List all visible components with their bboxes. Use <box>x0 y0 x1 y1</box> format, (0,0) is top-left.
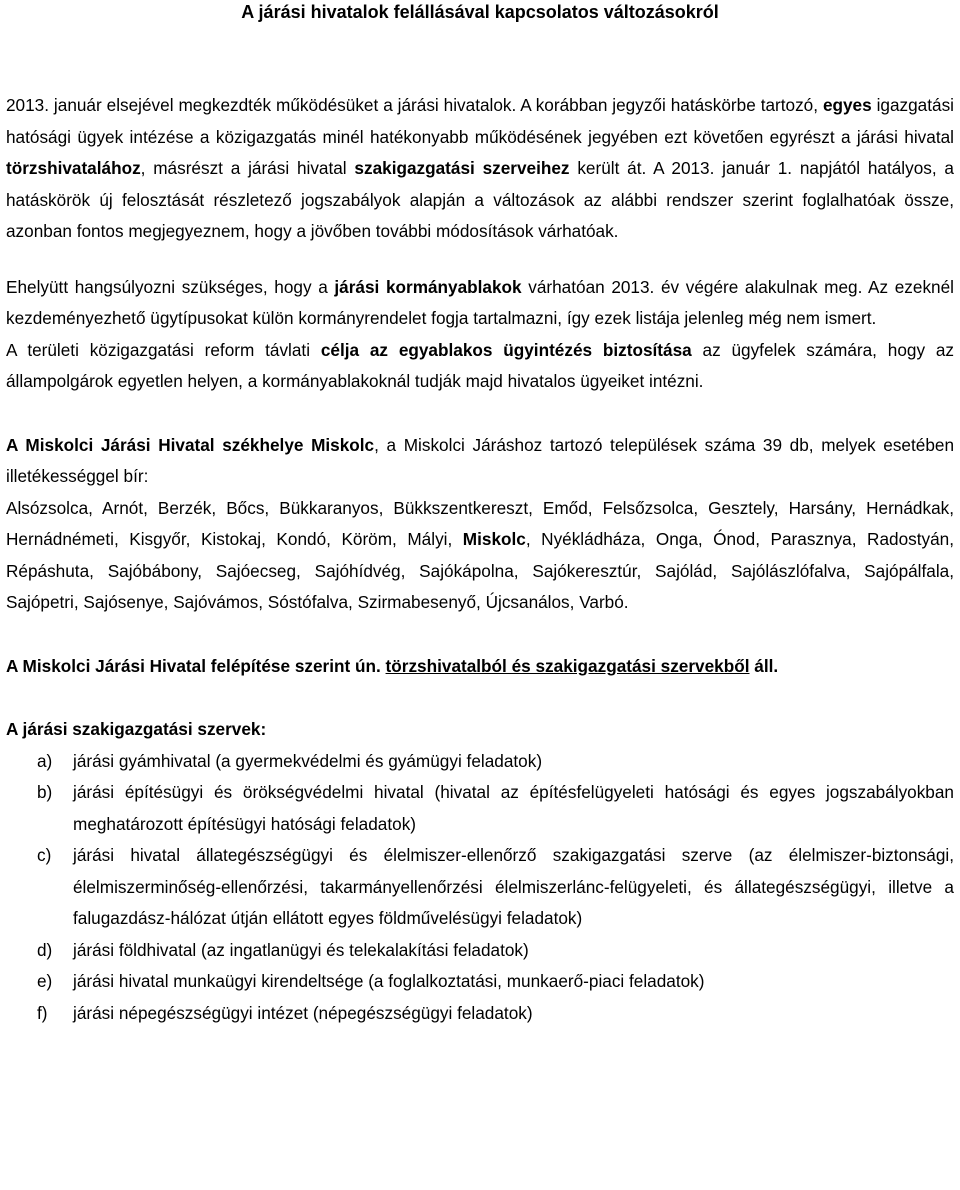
intro-paragraph <box>6 90 954 248</box>
bold-text: áll. <box>749 655 779 676</box>
settlements-paragraph <box>6 493 954 619</box>
list-item-text: járási építésügyi és örökségvédelmi hivatal (hivatal az építésfelügyeleti hatósági és egyes jogszabályokban meghatározott építésügyi hatósági feladatok) <box>73 782 954 834</box>
list-marker: d) <box>37 939 53 960</box>
list-item-text: járási hivatal munkaügyi kirendeltsége (a foglalkoztatási, munkaerő-piaci feladatok) <box>73 971 705 991</box>
text-span: Alsózsolca, Arnót, Berzék, Bőcs, Bükkaranyos, Bükkszentkereszt, Emőd, Felsőzsolca, Gesztely, Harsány, Hernádkak, Hernádnémeti, Kisgyőr, Kistokaj, Kondó, Köröm, Mályi, <box>6 497 954 549</box>
list-item-text: járási népegészségügyi intézet (népegészségügyi feladatok) <box>73 1002 533 1023</box>
bold-text: egyes <box>822 95 872 115</box>
bold-text: törzshivatalához <box>6 158 141 178</box>
bold-text: célja az egyablakos ügyintézés biztosítása <box>320 339 692 360</box>
list-marker: a) <box>37 750 53 771</box>
text-span: , Nyékládháza, Onga, Ónod, Parasznya, Radostyán, Répáshuta, Sajóbábony, Sajóecseg, Sajóhídvég, Sajókápolna, Sajókeresztúr, Sajólád, Sajólászlófalva, Sajópálfala, Sajópetri, Sajósenye, Sajóvámos, Sóstófalva, Szirmabesenyő, Újcsanálos, Varbó. <box>6 529 954 612</box>
list-item-text: járási gyámhivatal (a gyermekvédelmi és gyámügyi feladatok) <box>73 750 543 771</box>
list-marker: e) <box>37 971 53 991</box>
bold-text: szakigazgatási szerveihez <box>354 158 570 178</box>
text-span: került át. A 2013. január 1. napjától hatályos, a hatáskörök új felosztását részletező jogszabályok alapján a változások az alábbi rendszer szerint foglalhatóak össze, azonban fontos megjegyeznem, hogy a jövőben további módosítások várhatóak. <box>6 158 954 241</box>
document-title: A járási hivatalok felállásával kapcsolatos változásokról <box>241 2 719 22</box>
text-span: , másrészt a járási hivatal <box>140 158 355 178</box>
text-span: igazgatási hatósági ügyek intézése a közigazgatás minél hatékonyabb működésének jegyében ezt követően egyrészt a járási hivatal <box>6 95 954 147</box>
text-span: az ügyfelek számára, hogy az állampolgárok egyetlen helyen, a kormányablakoknál tudják majd hivatalos ügyeiket intézni. <box>6 339 954 391</box>
bold-text: járási kormányablakok <box>334 276 522 297</box>
list-marker: f) <box>37 1002 48 1023</box>
list-item <box>6 840 954 935</box>
kormanyablak-paragraph <box>6 272 954 335</box>
list-item-text: járási földhivatal (az ingatlanügyi és telekalakítási feladatok) <box>73 939 529 960</box>
agency-list <box>6 746 954 1030</box>
list-item <box>6 746 954 778</box>
underlined-bold-text: törzshivatalból és szakigazgatási szervekből <box>385 655 750 676</box>
list-item-text: járási hivatal állategészségügyi és élelmiszer-ellenőrző szakigazgatási szerve (az élelmiszer-biztonsági, élelmiszerminőség-ellenőrzési, takarmányellenőrzési élelmiszerlánc-felügyeleti, és állategészségügyi, illetve a falugazdász-hálózat útján ellátott egyes földművelésügyi feladatok) <box>73 845 954 928</box>
list-item <box>6 777 954 840</box>
document-page <box>6 0 954 1029</box>
list-item <box>6 966 954 998</box>
structure-paragraph <box>6 651 954 683</box>
section-heading: A járási szakigazgatási szervek: <box>6 719 267 739</box>
text-span: várhatóan 2013. év végére alakulnak meg. Az ezeknél kezdeményezhető ügytípusokat külön kormányrendelet fogja tartalmazni, így ezek listája jelenleg még nem ismert. <box>6 276 954 328</box>
reform-paragraph <box>6 335 954 398</box>
list-item <box>6 998 954 1030</box>
text-span: , a Miskolci Járáshoz tartozó települések száma 39 db, melyek esetében illetékességgel bír: <box>6 434 955 486</box>
list-item <box>6 935 954 967</box>
list-marker: c) <box>37 845 52 865</box>
list-marker: b) <box>37 782 53 802</box>
text-span: Ehelyütt hangsúlyozni szükséges, hogy a <box>6 276 335 297</box>
text-span: A területi közigazgatási reform távlati <box>6 339 321 360</box>
seat-paragraph <box>6 430 954 493</box>
bold-text: A Miskolci Járási Hivatal székhelye Miskolc <box>6 434 375 455</box>
bold-text: A Miskolci Járási Hivatal felépítése szerint ún. <box>6 655 386 676</box>
text-span: 2013. január elsejével megkezdték működésüket a járási hivatalok. A korábban jegyzői hatáskörbe tartozó, <box>6 95 823 115</box>
bold-text: Miskolc <box>462 529 526 549</box>
